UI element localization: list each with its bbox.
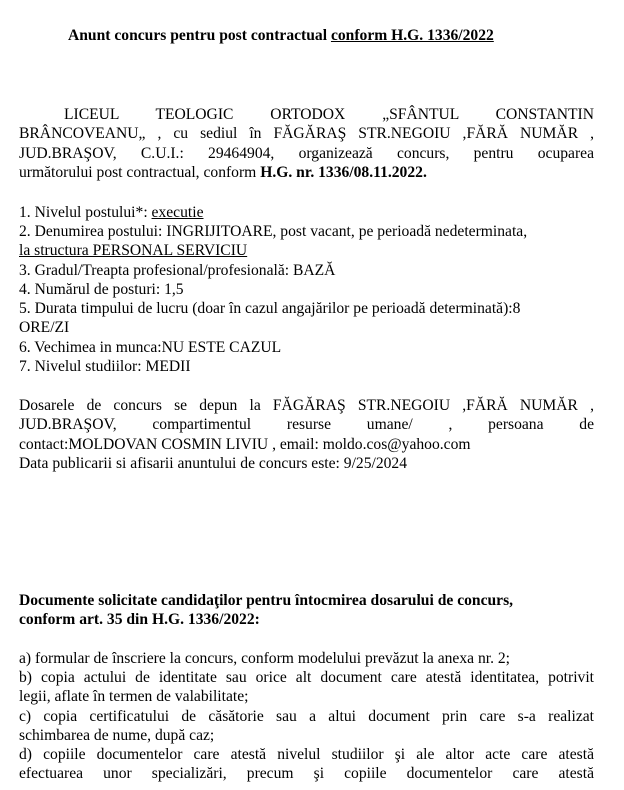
dosare-line-3: contact:MOLDOVAN COSMIN LIVIU , email: moldo.cos@yahoo.com bbox=[19, 436, 471, 453]
item-1-label: 1. Nivelul postului*: bbox=[19, 204, 152, 221]
intro-hg-ref: H.G. nr. 1336/08.11.2022. bbox=[260, 164, 427, 181]
item-1-value: executie bbox=[151, 204, 204, 221]
page-title bbox=[68, 27, 494, 45]
item-2-line-1: 2. Denumirea postului: INGRIJITOARE, post vacant, pe perioadă nedeterminata, bbox=[19, 223, 528, 240]
item-5-line-2: ORE/ZI bbox=[19, 319, 70, 336]
dosare-line-2: JUD.BRAŞOV, compartimentul resurse umane/ , persoana de bbox=[19, 416, 594, 433]
dosare-line-1: Dosarele de concurs se depun la FĂGĂRAŞ STR.NEGOIU ,FĂRĂ NUMĂR , bbox=[19, 397, 594, 414]
doc-c-line-2: schimbarea de nume, după caz; bbox=[19, 727, 215, 744]
item-1 bbox=[19, 204, 204, 222]
item-6: 6. Vechimea in munca:NU ESTE CAZUL bbox=[19, 339, 282, 356]
doc-d-line-1: d) copiile documentelor care atestă nivelul studiilor şi ale altor acte care atestă bbox=[19, 746, 594, 763]
item-7: 7. Nivelul studiilor: MEDII bbox=[19, 358, 191, 375]
documents-heading-line-1: Documente solicitate candidaţilor pentru întocmirea dosarului de concurs, bbox=[19, 592, 514, 609]
item-5-line-1: 5. Durata timpului de lucru (doar în cazul angajărilor pe perioadă determinată):8 bbox=[19, 300, 521, 317]
doc-b-line-2: legii, aflate în termen de valabilitate; bbox=[19, 688, 249, 705]
intro-line-1: LICEUL TEOLOGIC ORTODOX „SFÂNTUL CONSTANTIN bbox=[64, 106, 594, 123]
item-2-line-2: la structura PERSONAL SERVICIU bbox=[19, 242, 248, 259]
item-3: 3. Gradul/Treapta profesional/profesională: BAZĂ bbox=[19, 262, 336, 279]
title-underlined: conform H.G. 1336/2022 bbox=[330, 27, 494, 44]
intro-line-4 bbox=[19, 164, 427, 182]
item-4: 4. Numărul de posturi: 1,5 bbox=[19, 281, 184, 298]
doc-b-line-1: b) copia actului de identitate sau orice alt document care atestă identitatea, potrivit bbox=[19, 669, 594, 686]
documents-heading-line-2: conform art. 35 din H.G. 1336/2022: bbox=[19, 611, 260, 628]
intro-line-3: JUD.BRAŞOV, C.U.I.: 29464904, organizează concurs, pentru ocuparea bbox=[19, 145, 594, 162]
doc-c-line-1: c) copia certificatului de căsătorie sau a altui document prin care s-a realizat bbox=[19, 708, 594, 725]
doc-a: a) formular de înscriere la concurs, conform modelului prevăzut la anexa nr. 2; bbox=[19, 650, 511, 667]
doc-d-line-2: efectuarea unor specializări, precum şi copiile documentelor care atestă bbox=[19, 765, 594, 782]
publication-date: Data publicarii si afisarii anuntului de concurs este: 9/25/2024 bbox=[19, 455, 408, 472]
intro-line-2: BRÂNCOVEANU„ , cu sediul în FĂGĂRAŞ STR.NEGOIU ,FĂRĂ NUMĂR , bbox=[19, 125, 594, 142]
intro-line-4-text: următorului post contractual, conform bbox=[19, 164, 261, 181]
title-text: Anunt concurs pentru post contractual bbox=[68, 27, 331, 44]
